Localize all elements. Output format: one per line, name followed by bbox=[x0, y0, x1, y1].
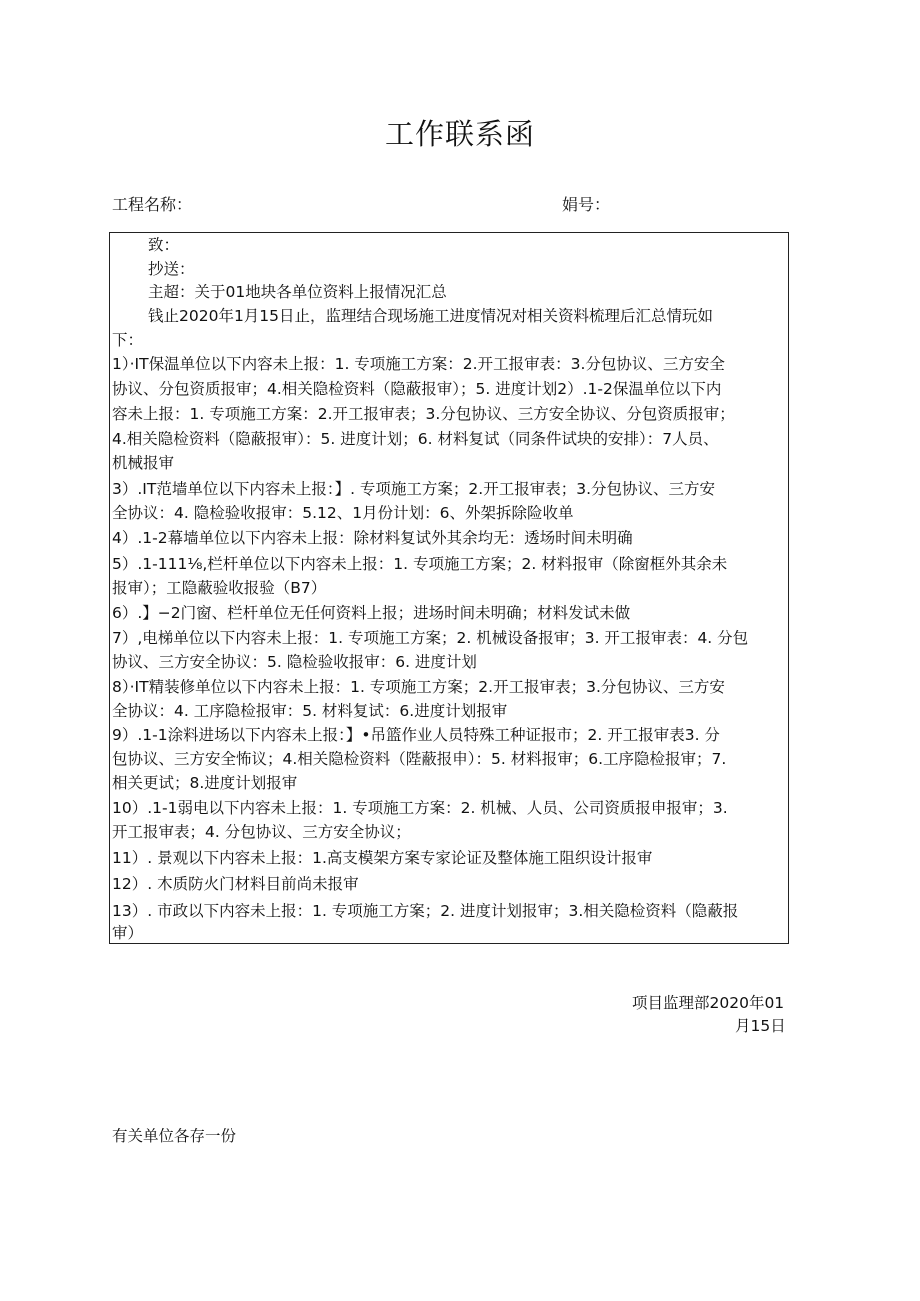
list-line: 全协议：4. 隐检验收报审：5.12、1月份计划：6、外架拆除险收单 bbox=[112, 504, 574, 522]
project-name-label: 工程名称： bbox=[112, 195, 193, 214]
list-line: 6）.】−2门窗、栏杆单位无任何资料上报；进场时间未明确；材料发试未做 bbox=[112, 604, 631, 622]
list-line: 包协议、三方安全怖议；4.相关隐检资料（陛蔽报申）：5. 材料报审；6.工序隐检报审；7. bbox=[112, 750, 727, 768]
list-line: 4.相关隐检资料（隐蔽报审）：5. 进度计划；6. 材料复试（同条件试块的安排）：7人员、 bbox=[112, 430, 719, 448]
footer-note: 有关单位各存一份 bbox=[112, 1127, 237, 1145]
list-line: 协议、分包资质报审；4.相关隐检资料（隐蔽报审）；5. 进度计划2）.1-2保温单位以下内 bbox=[112, 380, 722, 398]
to-label: 致： bbox=[148, 236, 180, 254]
list-line: 3）.IT范墙单位以下内容未上报：】. 专项施工方案；2.开工报审表；3.分包协议、三方安 bbox=[112, 480, 716, 498]
document-title: 工作联系函 bbox=[384, 117, 535, 151]
number-label: 娟号： bbox=[562, 195, 611, 214]
list-line: 容未上报：1. 专项施工方案：2.开工报审表；3.分包协议、三方安全协议、分包资质报审； bbox=[112, 405, 735, 423]
signature-line: 项目监理部2020年01 bbox=[632, 994, 785, 1012]
list-line: 11）. 景观以下内容未上报：1.高支模架方案专家论证及整体施工阻织设计报审 bbox=[112, 849, 653, 867]
list-line: 4）.1-2幕墙单位以下内容未上报：除材料复试外其余均无：透场时间未明确 bbox=[112, 529, 633, 547]
list-line: 13）. 市政以下内容未上报：1. 专项施工方案；2. 进度计划报审；3.相关隐检资料（隐蔽报 bbox=[112, 902, 739, 920]
signature-date: 月15日 bbox=[735, 1017, 786, 1035]
list-line: 机械报审 bbox=[112, 454, 175, 472]
intro-line-cont: 下： bbox=[112, 331, 144, 349]
list-line: 全协议：4. 工序隐检报审：5. 材料复试：6.进度计划报审 bbox=[112, 702, 508, 720]
list-line: 1）·IT保温单位以下内容未上报：1. 专项施工方案：2.开工报审表：3.分包协议、三方安全 bbox=[112, 355, 725, 373]
list-line: 开工报审表；4. 分包协议、三方安全协议； bbox=[112, 823, 411, 841]
list-line: 协议、三方安全协议：5. 隐检验收报审：6. 进度计划 bbox=[112, 653, 477, 671]
intro-line: 钱止2020年1月15日止，监理结合现场施工进度情况对相关资料梳理后汇总情玩如 bbox=[148, 307, 714, 325]
content-box bbox=[109, 232, 789, 944]
cc-label: 抄送： bbox=[148, 260, 195, 278]
list-line: 7）,电梯单位以下内容未上报：1. 专项施工方案；2. 机械设备报审；3. 开工报审表：4. 分包 bbox=[112, 629, 749, 647]
list-line: 相关更试；8.进度计划报审 bbox=[112, 774, 298, 792]
list-line: 审） bbox=[112, 924, 144, 942]
list-line: 12）. 木质防火门材料目前尚未报审 bbox=[112, 875, 359, 893]
list-line: 9）.1-1涂料进场以下内容未上报：】•吊篮作业人员特殊工种证报市；2. 开工报审表3. 分 bbox=[112, 726, 720, 744]
list-line: 5）.1-111⅛,栏杆单位以下内容未上报：1. 专项施工方案；2. 材料报审（除窗框外其余未 bbox=[112, 555, 728, 573]
subject-line: 主超：关于01地块各单位资料上报情况汇总 bbox=[148, 283, 447, 301]
list-line: 报审）；工隐蔽验收报验（B7） bbox=[112, 579, 327, 597]
list-line: 8）·IT精装修单位以下内容未上报：1. 专项施工方案；2.开工报审表；3.分包协议、三方安 bbox=[112, 678, 725, 696]
list-line: 10）.1-1弱电以下内容未上报：1. 专项施工方案：2. 机械、人员、公司资质报申报审；3. bbox=[112, 799, 728, 817]
